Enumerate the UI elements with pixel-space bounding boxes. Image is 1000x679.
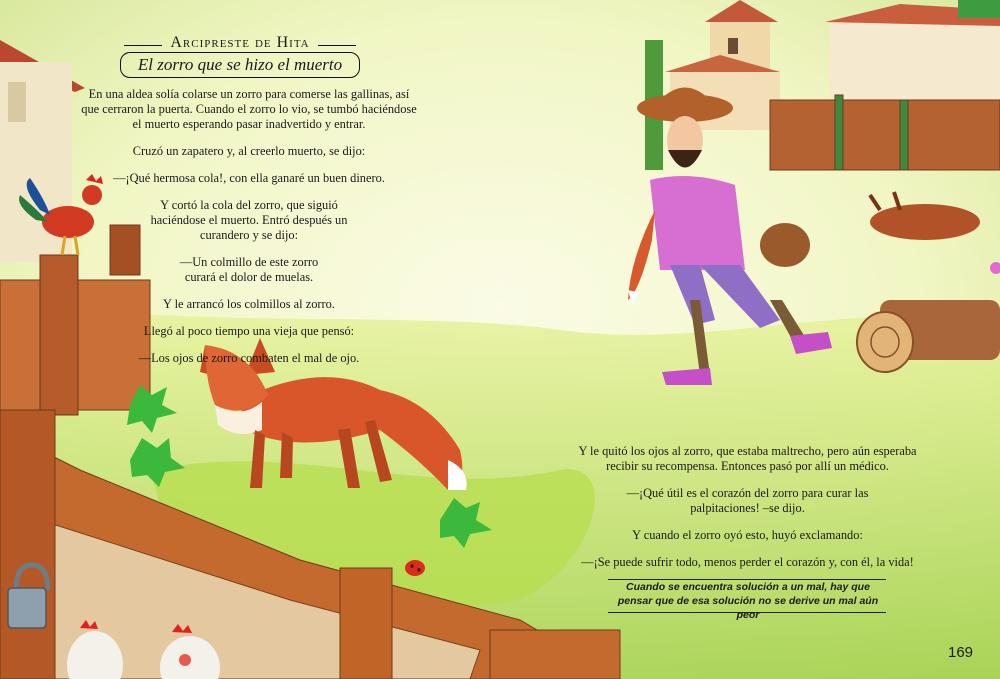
moral: Cuando se encuentra solución a un mal, hay que pensar que de esa solución no se derive un mal aún peor [617,581,879,621]
story-text-right [575,444,920,570]
dialogue: —¡Se puede sufrir todo, menos perder el corazón y, con él, la vida! [581,555,914,569]
dialogue: —¡Qué útil es el corazón del zorro para curar las palpitaciones! –se dijo. [626,486,869,515]
story-title: El zorro que se hizo el muerto [120,52,360,78]
paragraph: Y cortó la cola del zorro, que siguió haciéndose el muerto. Entró después un curandero y se dijo: [150,198,348,242]
page-number: 169 [948,644,974,661]
paragraph: Cruzó un zapatero y, al creerlo muerto, se dijo: [132,144,366,158]
dialogue: —Los ojos de zorro combaten el mal de ojo. [138,351,360,365]
paragraph: Y le quitó los ojos al zorro, que estaba maltrecho, pero aún esperaba recibir su recompensa. Entonces pasó por allí un médico. [578,444,917,473]
right-fence [770,95,1000,170]
dialogue: —¡Qué hermosa cola!, con ella ganaré un buen dinero. [113,171,385,185]
header-rule-right [318,45,356,46]
moral-rule-bottom [608,612,886,613]
dialogue: —Un colmillo de este zorro curará el dolor de muelas. [179,255,319,284]
ladybug [405,560,425,576]
paragraph: Llegó al poco tiempo una vieja que pensó: [143,324,355,338]
paragraph: En una aldea solía colarse un zorro para comerse las gallinas, así que cerraron la puerta. Cuando el zorro lo vio, se tumbó haciéndose el muerto esperando pasar inadvertido y entrar. [81,87,417,131]
paragraph: Y cuando el zorro oyó esto, huyó exclamando: [632,528,863,542]
author-name: Arcipreste de Hita [170,34,310,51]
paragraph: Y le arrancó los colmillos al zorro. [163,297,335,311]
story-text-left [80,87,418,366]
